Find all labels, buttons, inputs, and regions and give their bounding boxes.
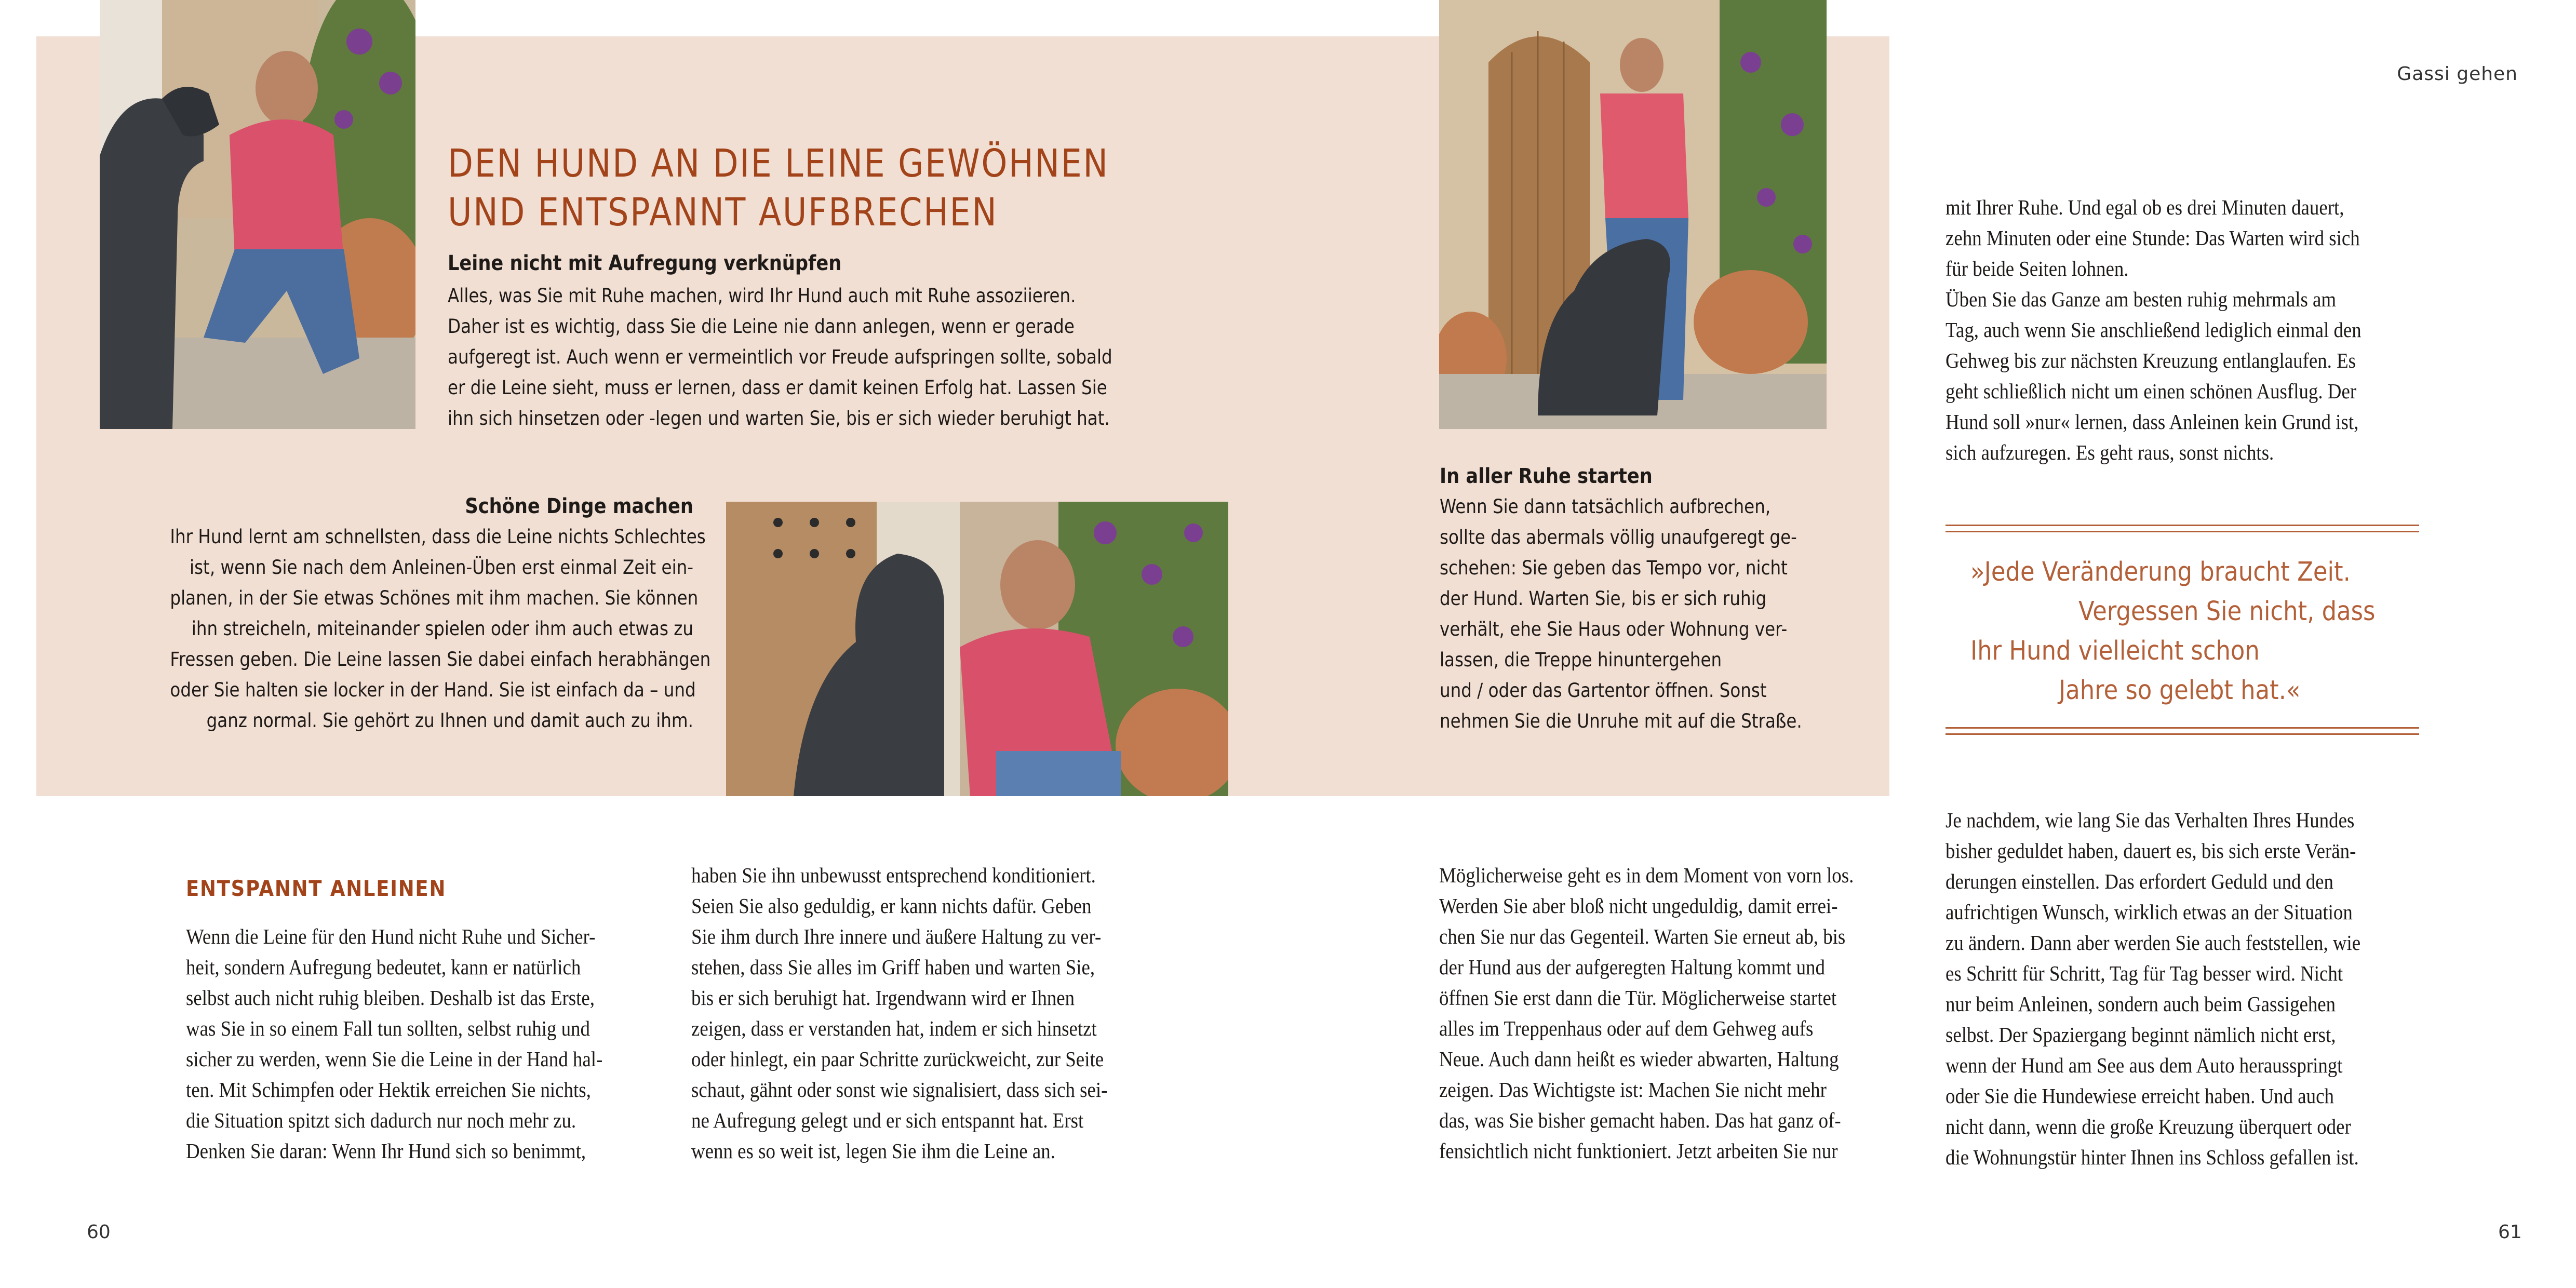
text-line: sicher zu werden, wenn Sie die Leine in der Hand hal- bbox=[186, 1047, 603, 1071]
quote-line: Vergessen Sie nicht, dass bbox=[2078, 596, 2376, 627]
feature-section-in-aller-ruhe-starten bbox=[1440, 464, 1845, 736]
man-crouching-with-great-dane-leash-photo bbox=[100, 0, 415, 429]
text-line: Werden Sie aber bloß nicht ungeduldig, damit errei- bbox=[1439, 894, 1838, 918]
text-line: alles im Treppenhaus oder auf dem Gehweg aufs bbox=[1439, 1016, 1814, 1040]
text-line: der Hund. Warten Sie, bis er sich ruhig bbox=[1440, 587, 1767, 610]
running-head: Gassi gehen bbox=[2397, 63, 2518, 85]
text-line: Üben Sie das Ganze am besten ruhig mehrmals am bbox=[1946, 287, 2337, 311]
feature-section-leine-nicht-mit-aufregung bbox=[448, 251, 1196, 434]
text-line: zehn Minuten oder eine Stunde: Das Warten wird sich bbox=[1946, 226, 2360, 250]
text-line: lassen, die Treppe hinuntergehen bbox=[1440, 649, 1722, 671]
article-column-3 bbox=[1439, 860, 1888, 1166]
text-line: nicht dann, wenn die große Kreuzung überquert oder bbox=[1946, 1115, 2351, 1138]
text-line: ihn sich hinsetzen oder -legen und warten Sie, bis er sich wieder beruhigt hat. bbox=[448, 407, 1110, 430]
text-line: Denken Sie daran: Wenn Ihr Hund sich so benimmt, bbox=[186, 1139, 586, 1163]
text-line: bisher geduldet haben, dauert es, bis sich erste Verän- bbox=[1946, 839, 2356, 863]
text-line: haben Sie ihn unbewusst entsprechend konditioniert. bbox=[691, 863, 1096, 887]
text-line: Fressen geben. Die Leine lassen Sie dabei einfach herabhängen bbox=[170, 648, 711, 670]
text-line: Wenn Sie dann tatsächlich aufbrechen, bbox=[1440, 495, 1771, 518]
feature-title-line: DEN HUND AN DIE LEINE GEWÖHNEN bbox=[448, 141, 1109, 186]
text-line: planen, in der Sie etwas Schönes mit ihm machen. Sie können bbox=[170, 587, 699, 609]
text-line: nur beim Anleinen, sondern auch beim Gassigehen bbox=[1946, 992, 2336, 1016]
text-line: öffnen Sie erst dann die Tür. Möglicherweise startet bbox=[1439, 986, 1837, 1010]
text-line: Neue. Auch dann heißt es wieder abwarten, Haltung bbox=[1439, 1047, 1839, 1071]
page-number-left: 60 bbox=[87, 1222, 111, 1243]
feature-section-schoene-dinge-machen bbox=[99, 494, 711, 736]
text-line: wenn es so weit ist, legen Sie ihm die Leine an. bbox=[691, 1139, 1055, 1163]
quote-line: Ihr Hund vielleicht schon bbox=[1970, 636, 2260, 666]
feature-title-line: UND ENTSPANNT AUFBRECHEN bbox=[448, 190, 998, 235]
text-line: die Situation spitzt sich dadurch nur noch mehr zu. bbox=[186, 1108, 576, 1132]
text-line: sich aufzuregen. Es geht raus, sonst nichts. bbox=[1946, 440, 2274, 464]
text-line: es Schritt für Schritt, Tag für Tag besser wird. Nicht bbox=[1946, 961, 2343, 985]
text-line: mit Ihrer Ruhe. Und egal ob es drei Minuten dauert, bbox=[1946, 195, 2344, 219]
text-line: oder Sie halten sie locker in der Hand. Sie ist einfach da – und bbox=[170, 679, 696, 701]
quote-rule-top bbox=[1946, 531, 2419, 532]
text-line: Möglicherweise geht es in dem Moment von vorn los. bbox=[1439, 863, 1854, 887]
text-line: Sie ihm durch Ihre innere und äußere Haltung zu ver- bbox=[691, 924, 1102, 948]
text-line: heit, sondern Aufregung bedeutet, kann er natürlich bbox=[186, 955, 581, 979]
text-line: bis er sich beruhigt hat. Irgendwann wird er Ihnen bbox=[691, 986, 1075, 1010]
feature-paragraph bbox=[170, 521, 711, 736]
text-line: Daher ist es wichtig, dass Sie die Leine nie dann anlegen, wenn er gerade bbox=[448, 315, 1075, 338]
section-heading: ENTSPANNT ANLEINEN bbox=[186, 876, 447, 901]
text-line: ten. Mit Schimpfen oder Hektik erreichen Sie nichts, bbox=[186, 1078, 591, 1102]
man-petting-great-dane-at-door-photo bbox=[726, 502, 1228, 796]
text-line: zu ändern. Dann aber werden Sie auch feststellen, wie bbox=[1946, 931, 2361, 955]
article-column-4 bbox=[1946, 192, 2394, 468]
text-line: zeigen. Das Wichtigste ist: Machen Sie nicht mehr bbox=[1439, 1078, 1827, 1102]
text-line: das, was Sie bisher gemacht haben. Das hat ganz of- bbox=[1439, 1108, 1841, 1132]
text-line: die Wohnungstür hinter Ihnen ins Schloss gefallen ist. bbox=[1946, 1145, 2359, 1169]
text-line: Hund soll »nur« lernen, dass Anleinen kein Grund ist, bbox=[1946, 410, 2359, 434]
quote-line: »Jede Veränderung braucht Zeit. bbox=[1970, 557, 2351, 587]
text-line: der Hund aus der aufgeregten Haltung kommt und bbox=[1439, 955, 1825, 979]
page-number-right: 61 bbox=[2498, 1222, 2522, 1243]
text-line: für beide Seiten lohnen. bbox=[1946, 257, 2129, 280]
text-line: wenn der Hund am See aus dem Auto herausspringt bbox=[1946, 1053, 2343, 1077]
text-line: Tag, auch wenn Sie anschließend lediglich einmal den bbox=[1946, 318, 2362, 342]
text-line: geht schließlich nicht um einen schönen Ausflug. Der bbox=[1946, 379, 2357, 403]
text-line: ist, wenn Sie nach dem Anleinen-Üben erst einmal Zeit ein- bbox=[190, 556, 694, 579]
pull-quote bbox=[1946, 525, 2419, 737]
text-line: und / oder das Gartentor öffnen. Sonst bbox=[1440, 679, 1767, 702]
quote-rule-bottom bbox=[1946, 727, 2419, 729]
feature-subheading: Leine nicht mit Aufregung verknüpfen bbox=[448, 251, 842, 275]
text-line: Alles, was Sie mit Ruhe machen, wird Ihr Hund auch mit Ruhe assoziieren. bbox=[448, 285, 1076, 307]
text-line: stehen, dass Sie alles im Griff haben und warten Sie, bbox=[691, 955, 1095, 979]
text-line: verhält, ehe Sie Haus oder Wohnung ver- bbox=[1440, 618, 1788, 640]
feature-paragraph bbox=[448, 280, 1112, 434]
quote-rule-top bbox=[1946, 525, 2419, 526]
text-line: was Sie in so einem Fall tun sollten, selbst ruhig und bbox=[186, 1016, 590, 1040]
text-line: Seien Sie also geduldig, er kann nichts dafür. Geben bbox=[691, 894, 1092, 918]
text-line: Ihr Hund lernt am schnellsten, dass die Leine nichts Schlechtes bbox=[170, 526, 706, 548]
man-standing-with-seated-great-dane-photo bbox=[1439, 0, 1827, 429]
article-column-2 bbox=[691, 860, 1140, 1166]
text-line: selbst auch nicht ruhig bleiben. Deshalb ist das Erste, bbox=[186, 986, 595, 1010]
text-line: Wenn die Leine für den Hund nicht Ruhe und Sicher- bbox=[186, 924, 596, 948]
text-line: oder hinlegt, ein paar Schritte zurückweicht, zur Seite bbox=[691, 1047, 1104, 1071]
text-line: ne Aufregung gelegt und er sich entspannt hat. Erst bbox=[691, 1108, 1084, 1132]
article-column-5 bbox=[1946, 805, 2394, 1173]
quote-rule-bottom bbox=[1946, 733, 2419, 735]
text-line: derungen einstellen. Das erfordert Geduld und den bbox=[1946, 869, 2333, 893]
text-line: ganz normal. Sie gehört zu Ihnen und damit auch zu ihm. bbox=[206, 709, 694, 732]
quote-line: Jahre so gelebt hat.« bbox=[2059, 675, 2301, 706]
text-line: sollte das abermals völlig unaufgeregt ge- bbox=[1440, 526, 1797, 548]
article-column-1 bbox=[186, 921, 635, 1166]
feature-subheading: In aller Ruhe starten bbox=[1440, 464, 1653, 488]
feature-subheading: Schöne Dinge machen bbox=[465, 494, 693, 518]
text-line: schehen: Sie geben das Tempo vor, nicht bbox=[1440, 557, 1788, 579]
text-line: aufrichtigen Wunsch, wirklich etwas an der Situation bbox=[1946, 900, 2353, 924]
text-line: aufgeregt ist. Auch wenn er vermeintlich vor Freude aufspringen sollte, sobald bbox=[448, 346, 1112, 368]
text-line: selbst. Der Spaziergang beginnt nämlich nicht erst, bbox=[1946, 1023, 2336, 1046]
text-line: zeigen, dass er verstanden hat, indem er sich hinsetzt bbox=[691, 1016, 1097, 1040]
text-line: ihn streicheln, miteinander spielen oder ihm auch etwas zu bbox=[191, 618, 693, 640]
text-line: er die Leine sieht, muss er lernen, dass er damit keinen Erfolg hat. Lassen Sie bbox=[448, 377, 1107, 399]
text-line: chen Sie nur das Gegenteil. Warten Sie erneut ab, bis bbox=[1439, 924, 1846, 948]
text-line: schaut, gähnt oder sonst wie signalisiert, dass sich sei- bbox=[691, 1078, 1108, 1102]
text-line: Je nachdem, wie lang Sie das Verhalten Ihres Hundes bbox=[1946, 808, 2355, 832]
feature-title bbox=[448, 139, 1118, 237]
feature-paragraph bbox=[1440, 491, 1802, 736]
text-line: oder Sie die Hundewiese erreicht haben. Und auch bbox=[1946, 1084, 2334, 1108]
text-line: fensichtlich nicht funktioniert. Jetzt arbeiten Sie nur bbox=[1439, 1139, 1838, 1163]
text-line: Gehweg bis zur nächsten Kreuzung entlanglaufen. Es bbox=[1946, 348, 2356, 372]
text-line: nehmen Sie die Unruhe mit auf die Straße. bbox=[1440, 710, 1802, 732]
